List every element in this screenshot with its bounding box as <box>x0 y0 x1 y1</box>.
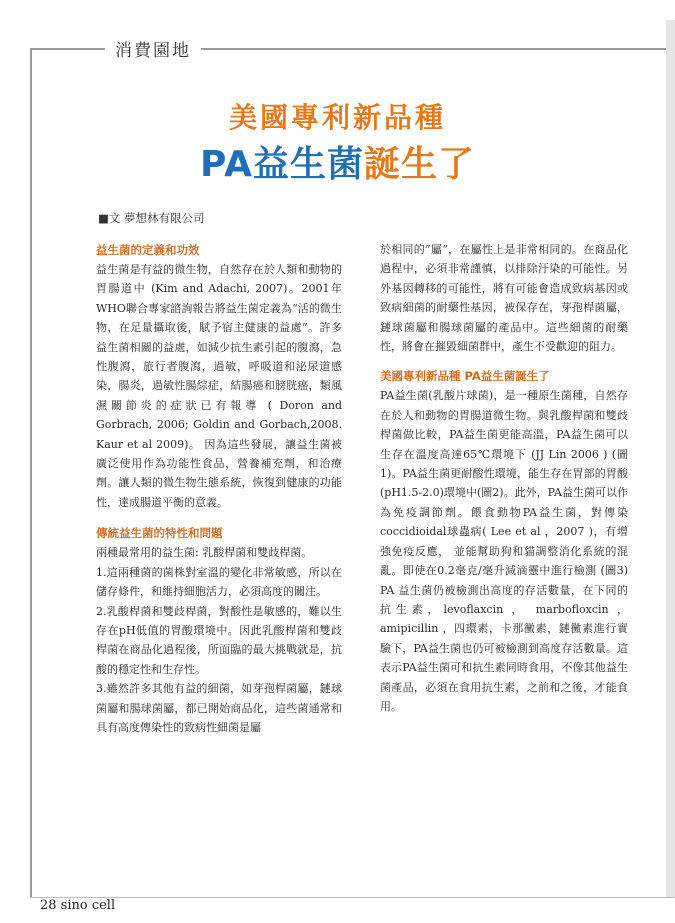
paragraph: 益生菌是有益的微生物，自然存在於人類和動物的胃腸道中 (Kim and Adachi, 2007)。2001年WHO聯合專家諮詢報告將益生菌定義為“活的微生物，在足量攝取後，賦予宿主健康的益處”。許多益生菌相關的益處，如減少抗生素引起的腹瀉，急性腹瀉，旅行者腹瀉，過敏，呼吸道和泌尿道感染，腸炎，過敏性腸綜症，結腸癌和膀胱癌，類風濕關節炎的症狀已有報導 ( Doron and Gorbrach, 2006; Goldin and Gorbach,2008. Kaur et al 2009)。 因為這些發展，讓益生菌被廣泛使用作為功能性食品，營養補充劑，和治療劑。讓人類的微生物生態系統，恢復到健康的功能性，達成腸道平衡的意義。 <box>96 263 342 509</box>
author-byline: ■文 夢想林有限公司 <box>98 211 205 225</box>
right-column <box>380 240 628 716</box>
page-footer: 28 sino cell <box>40 898 116 913</box>
heading-traditional-probiotics: 傳統益生菌的特性和問題 <box>96 526 223 541</box>
paragraph: 1.這兩種菌的菌株對室溫的變化非常敏感，所以在儲存條件，和維持細胞活力，必須高度的關注。 <box>96 565 342 599</box>
title-line-2-part-2: 誕生了 <box>363 144 475 185</box>
heading-pa-probiotic: 美國專利新品種 PA益生菌誕生了 <box>380 369 550 384</box>
paragraph: 兩種最常用的益生菌: 乳酸桿菌和雙歧桿菌。 <box>96 546 313 560</box>
paragraph: 3.雖然許多其他有益的細菌，如芽孢桿菌屬，鏈球菌屬和腸球菌屬，都已開始商品化，這些菌通常和具有高度傳染性的致病性細菌是屬 <box>96 682 342 734</box>
title-line-2 <box>0 136 675 187</box>
title-line-1: 美國專利新品種 <box>228 101 446 134</box>
paragraph: 於相同的”屬”，在屬性上是非常相同的。在商品化過程中，必須非常謹慎，以排除汙染的可能性。另外基因轉移的可能性，將有可能會造成致病基因或致病細菌的耐藥性基因，被保存在，芽孢桿菌屬，鏈球菌屬和腸球菌屬的產品中。這些細菌的耐藥性，將會在摧毀細菌群中，產生不受歡迎的阻力。 <box>380 243 628 354</box>
left-column <box>96 240 342 737</box>
paragraph: 2.乳酸桿菌和雙歧桿菌，對酸性是敏感的，難以生存在pH低值的胃酸環境中。因此乳酸桿菌和雙歧桿菌在商品化過程後，所面臨的最大挑戰就是，抗酸的穩定性和生存性。 <box>96 604 342 676</box>
frame-bottom-line <box>30 897 675 898</box>
title-line-2-part-1: PA益生菌 <box>200 144 364 185</box>
paragraph: PA益生菌(乳酸片球菌)，是一種原生菌種，自然存在於人和動物的胃腸道微生物。與乳酸桿菌和雙歧桿菌做比較，PA益生菌更能高溫，PA益生菌可以生存在溫度高達65℃環境下 (JJ Lin 2006 ) (圖1)。PA益生菌更耐酸性環境，能生存在胃部的胃酸 (pH1.5-2.0)環境中(圖2)。此外，PA益生菌可以作為免疫調節劑。餵食動物PA益生菌，對傳染coccidioidal球蟲病( Lee et al ，2007 )，有增強免疫反應， 並能幫助狗和貓調整消化系統的混亂。即使在0.2毫克/毫升減滴靈中進行檢測 (圖3) PA 益生菌仍被檢測出高度的存活數量，在下同的抗生素，levoflaxcin ， marbofloxcin ， amipicillin ，四環素，卡那黴素，鏈黴素進行實驗下，PA益生菌也仍可被檢測到高度存活數量。這表示PA益生菌可和抗生素同時食用，不像其他益生菌產品，必須在食用抗生素，之前和之後，才能食用。 <box>380 389 628 713</box>
heading-probiotic-definition: 益生菌的定義和功效 <box>96 243 200 257</box>
section-label: 消費園地 <box>105 36 201 61</box>
